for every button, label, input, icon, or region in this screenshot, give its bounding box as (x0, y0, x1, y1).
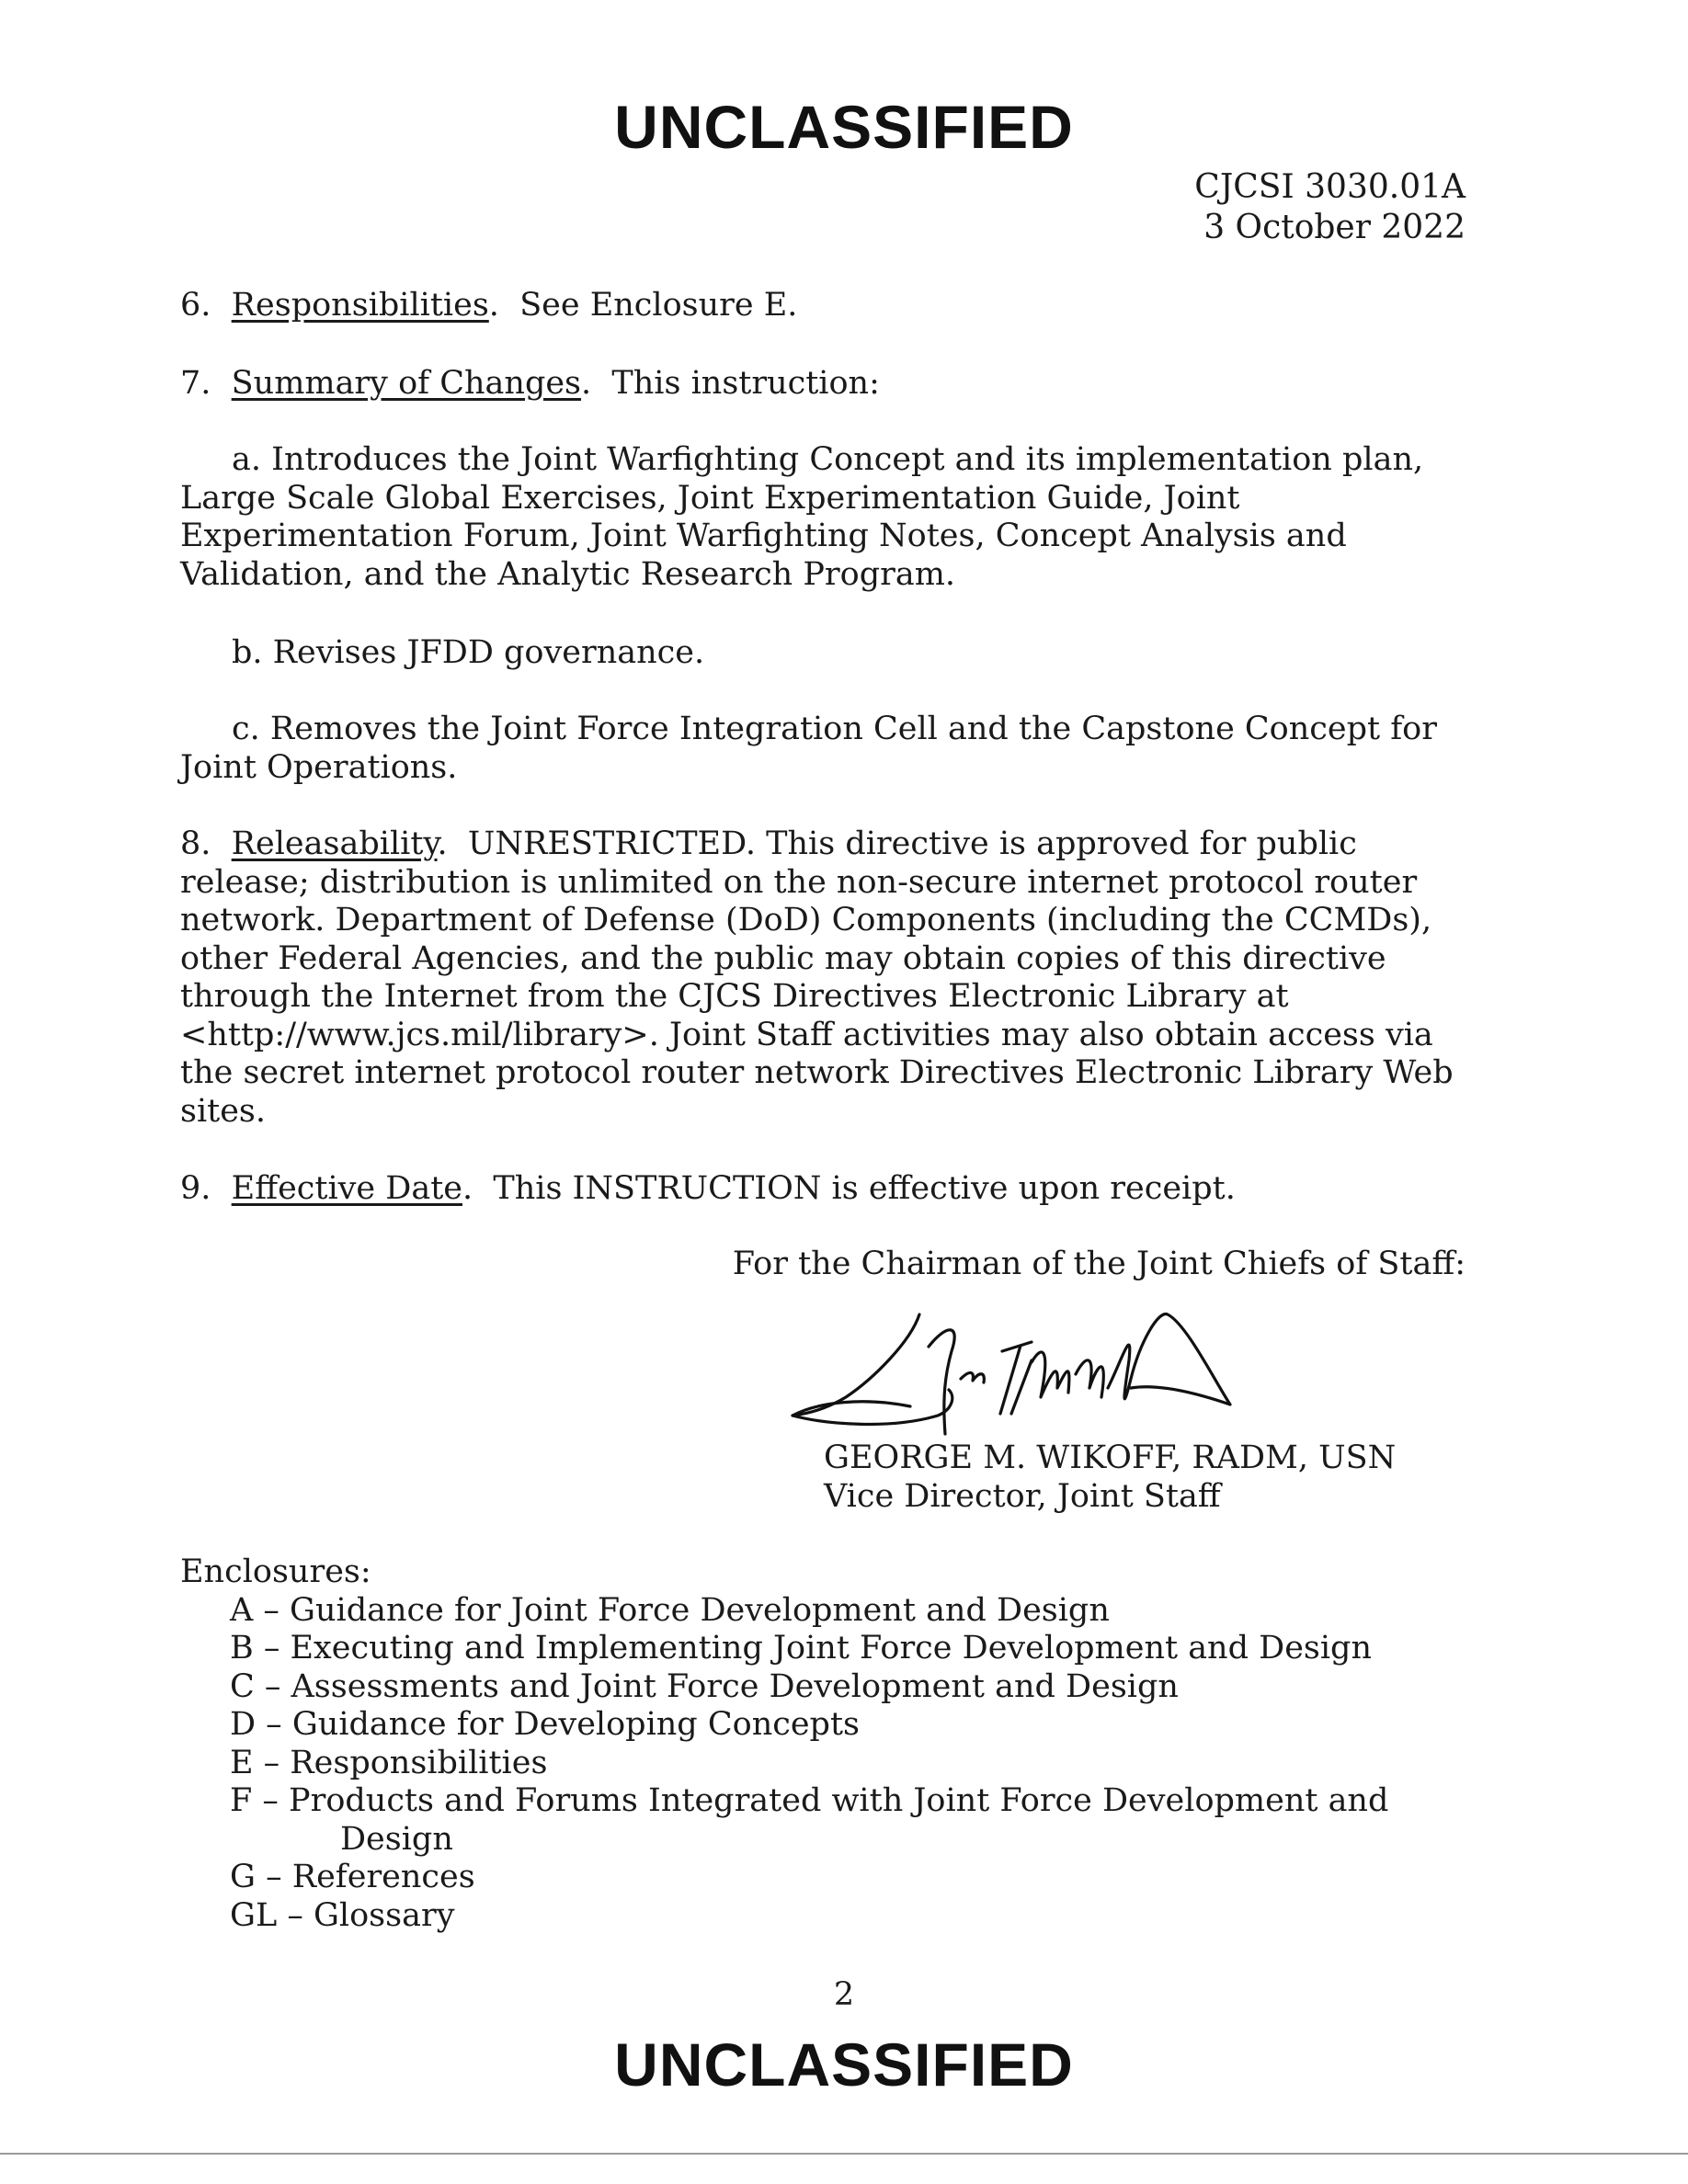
section-6-responsibilities: 6. Responsibilities. See Enclosure E. (180, 287, 798, 324)
section-7c-paragraph (180, 711, 1486, 787)
section-heading: Effective Date (231, 1170, 462, 1207)
enclosure-item: B – Executing and Implementing Joint Force Development and Design (230, 1630, 1373, 1666)
signature-intro: For the Chairman of the Joint Chiefs of Staff: (732, 1246, 1466, 1282)
paragraph-text: a. Introduces the Joint Warfighting Concept and its implementation plan, Large Scale Global Exercises, Joint Experimentation Guide, Joint Experimentation Forum, Joint Warfighting Notes, Concept Analysis and Validation, and the Analytic Research Program. (180, 441, 1424, 593)
section-heading: Releasability (231, 825, 438, 862)
classification-banner-top: UNCLASSIFIED (614, 93, 1074, 161)
section-text: This INSTRUCTION is effective upon receipt. (493, 1170, 1236, 1207)
document-number: CJCSI 3030.01A (1194, 168, 1466, 206)
section-text: UNRESTRICTED. This directive is approved for public release; distribution is unlimited on the non-secure internet protocol router network. Department of Defense (DoD) Components (including the CCMDs), other Federal Agencies, and the public may obtain copies of this directive through the Internet from the CJCS Directives Electronic Library at <http://www.jcs.mil/library>. Joint Staff activities may also obtain access via the secret internet protocol router network Directives Electronic Library Web sites. (180, 825, 1454, 1130)
enclosure-item: D – Guidance for Developing Concepts (230, 1706, 860, 1743)
section-7b-paragraph (180, 634, 1486, 673)
enclosure-item: GL – Glossary (230, 1896, 455, 1934)
enclosure-item: E – Responsibilities (230, 1744, 548, 1781)
page-number: 2 (833, 1976, 855, 2013)
signer-title: Vice Director, Joint Staff (824, 1477, 1221, 1515)
enclosure-item: C – Assessments and Joint Force Development and Design (230, 1667, 1179, 1705)
section-number: 6. (180, 287, 211, 324)
paragraph-text: c. Removes the Joint Force Integration Cell and the Capstone Concept for Joint Operations. (180, 711, 1437, 786)
section-9-effective-date: 9. Effective Date. This INSTRUCTION is effective upon receipt. (180, 1170, 1236, 1207)
section-text: See Enclosure E. (519, 287, 798, 324)
section-heading: Responsibilities (231, 287, 489, 324)
enclosures-label: Enclosures: (180, 1553, 371, 1590)
paragraph-text: b. Revises JFDD governance. (232, 634, 705, 671)
section-number: 7. (180, 365, 211, 402)
classification-banner-bottom: UNCLASSIFIED (614, 2030, 1074, 2099)
signer-name: GEORGE M. WIKOFF, RADM, USN (824, 1439, 1397, 1476)
section-text: This instruction: (611, 365, 880, 402)
section-7a-paragraph (180, 441, 1486, 594)
enclosure-item-continuation: Design (340, 1820, 453, 1858)
signer-block (824, 1439, 1396, 1516)
section-7-summary-of-changes: 7. Summary of Changes. This instruction: (180, 365, 880, 402)
scan-edge-line (0, 2153, 1688, 2155)
section-heading: Summary of Changes (231, 365, 582, 402)
enclosure-item: G – References (230, 1859, 475, 1895)
document-date: 3 October 2022 (1203, 209, 1466, 246)
section-number: 9. (180, 1170, 211, 1207)
handwritten-signature (791, 1305, 1232, 1443)
enclosure-item: A – Guidance for Joint Force Development and Design (230, 1591, 1110, 1629)
section-8-releasability: 8. Releasability. UNRESTRICTED. This directive is approved for public release; distribution is unlimited on the non-secure internet protocol router network. Department of Defense (DoD) Components (including the CCMDs), other Federal Agencies, and the public may obtain copies of this directive through the Internet from the CJCS Directives Electronic Library at <http://www.jcs.mil/library>. Joint Staff activities may also obtain access via the secret internet protocol router network Directives Electronic Library Web sites. (180, 825, 1454, 1130)
enclosure-item: F – Products and Forums Integrated with Joint Force Development and (230, 1782, 1389, 1819)
enclosures-list (180, 1553, 1388, 1935)
section-number: 8. (180, 825, 211, 862)
document-identifier (1194, 167, 1466, 248)
